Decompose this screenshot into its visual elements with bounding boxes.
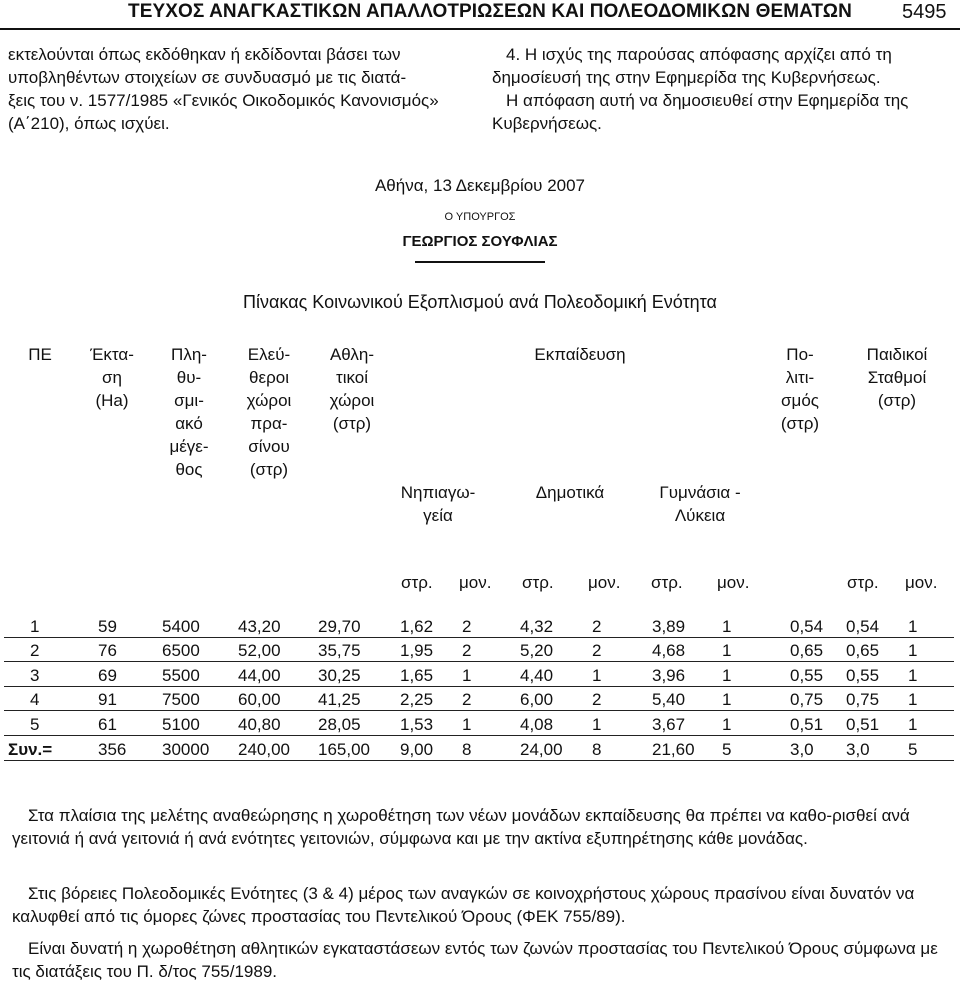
text-line: υποβληθέντων στοιχείων σε συνδυασμό με τις διατά- [8, 68, 407, 87]
left-column-text [8, 43, 468, 135]
unit-label: στρ. [651, 573, 683, 592]
table-cell: 0,51 [790, 715, 824, 734]
table-cell: 0,65 [846, 641, 880, 660]
table-cell: 3,0 [846, 740, 870, 759]
table-cell: 1 [908, 690, 918, 709]
signature-rule [415, 261, 545, 263]
header-green-space: Ελεύ- θεροι χώροι πρα- σίνου (στρ) [246, 345, 292, 479]
table-cell: 43,20 [238, 617, 281, 636]
table-title: Πίνακας Κοινωνικού Εξοπλισμού ανά Πολεοδομική Ενότητα [243, 292, 717, 312]
footer-paragraph: Στα πλαίσια της μελέτης αναθεώρησης η χωροθέτηση των νέων μονάδων εκπαίδευσης θα πρέπει να καθο-ρισθεί ανά γειτονιά ή ανά γειτονιά ή ανά ενότητες γειτονιών, σύμφωνα και με την ακτίνα εξυπηρέτησης κάθε μονάδας. [12, 806, 910, 848]
table-cell: 3,67 [652, 715, 686, 734]
header-nurseries: Παιδικοί Σταθμοί (στρ) [866, 345, 928, 410]
header-education: Εκπαίδευση [534, 345, 626, 364]
header-kindergartens: Νηπιαγω- γεία [400, 483, 476, 525]
table-cell: 2 [462, 690, 472, 709]
header-pe: ΠΕ [28, 345, 52, 364]
table-cell: 1 [722, 666, 732, 685]
table-cell: 3,89 [652, 617, 686, 636]
table-cell: 60,00 [238, 690, 281, 709]
header-primary: Δημοτικά [535, 483, 605, 502]
text-line: 4. Η ισχύς της παρούσας απόφασης αρχίζει από τη [506, 45, 892, 64]
table-cell: 1,65 [400, 666, 434, 685]
table-cell: 44,00 [238, 666, 281, 685]
table-cell: 59 [98, 617, 117, 636]
footer-paragraph: Είναι δυνατή η χωροθέτηση αθλητικών εγκαταστάσεων εντός των ζωνών προστασίας του Πεντελικού Όρους σύμφωνα με τις διατάξεις του Π. δ/τος 755/1989. [12, 939, 938, 981]
table-cell: 1 [722, 690, 732, 709]
table-cell: 4,08 [520, 715, 554, 734]
header-divider [0, 28, 960, 30]
table-cell: 41,25 [318, 690, 361, 709]
signatory-role: Ο ΥΠΟΥΡΓΟΣ [444, 211, 516, 223]
unit-label: μον. [717, 573, 750, 592]
text-line: Η απόφαση αυτή να δημοσιευθεί στην Εφημερίδα της [506, 91, 909, 110]
table-cell: 52,00 [238, 641, 281, 660]
table-cell: 40,80 [238, 715, 281, 734]
header-sports: Αθλη- τικοί χώροι (στρ) [329, 345, 375, 433]
table-cell: 30000 [162, 740, 210, 759]
table-cell: 1,95 [400, 641, 434, 660]
table-cell: 35,75 [318, 641, 361, 660]
unit-label: στρ. [401, 573, 433, 592]
table-cell: 0,75 [790, 690, 824, 709]
table-cell: 8 [592, 740, 602, 759]
text-line: Κυβερνήσεως. [492, 114, 602, 133]
table-cell: 0,75 [846, 690, 880, 709]
place-date: Αθήνα, 13 Δεκεμβρίου 2007 [374, 176, 586, 195]
signatory-name: ΓΕΩΡΓΙΟΣ ΣΟΥΦΛΙΑΣ [402, 233, 558, 250]
table-cell: 5100 [162, 715, 200, 734]
table-cell: 1 [722, 617, 732, 636]
table-cell: 4,32 [520, 617, 554, 636]
table-cell: 3,96 [652, 666, 686, 685]
table-cell: 8 [462, 740, 472, 759]
table-cell: 24,00 [520, 740, 563, 759]
table-cell: 2 [592, 617, 602, 636]
table-cell: 165,00 [318, 740, 370, 759]
running-header-title: ΤΕΥΧΟΣ ΑΝΑΓΚΑΣΤΙΚΩΝ ΑΠΑΛΛΟΤΡΙΩΣΕΩΝ ΚΑΙ ΠΟΛΕΟΔΟΜΙΚΩΝ ΘΕΜΑΤΩΝ [128, 1, 852, 22]
table-cell: 2 [592, 641, 602, 660]
unit-label: στρ. [522, 573, 554, 592]
text-line: ξεις του ν. 1577/1985 «Γενικός Οικοδομικός Κανονισμός» [8, 91, 439, 110]
table-cell: 1 [722, 715, 732, 734]
table-cell: 0,51 [846, 715, 880, 734]
unit-label: μον. [588, 573, 621, 592]
table-cell: 2 [462, 617, 472, 636]
table-cell: 1 [592, 666, 602, 685]
row-label: 4 [30, 690, 40, 709]
row-label: 2 [30, 641, 40, 660]
text-line: (Α΄210), όπως ισχύει. [8, 114, 170, 133]
row-label: 3 [30, 666, 40, 685]
row-divider [4, 735, 954, 736]
table-cell: 29,70 [318, 617, 361, 636]
table-cell: 5500 [162, 666, 200, 685]
header-culture: Πο- λιτι- σμός (στρ) [780, 345, 820, 433]
table-cell: 7500 [162, 690, 200, 709]
table-cell: 1 [908, 641, 918, 660]
table-cell: 3,0 [790, 740, 814, 759]
table-cell: 2,25 [400, 690, 434, 709]
table-cell: 91 [98, 690, 117, 709]
unit-label: στρ. [847, 573, 879, 592]
table-cell: 1,62 [400, 617, 434, 636]
row-label: Συν.= [8, 740, 53, 759]
table-cell: 4,40 [520, 666, 554, 685]
table-cell: 5,40 [652, 690, 686, 709]
table-cell: 1 [462, 666, 472, 685]
table-cell: 2 [592, 690, 602, 709]
page-number: 5495 [902, 1, 947, 23]
header-population: Πλη- θυ- σμι- ακό μέγε- θος [169, 345, 209, 479]
table-cell: 30,25 [318, 666, 361, 685]
table-cell: 6500 [162, 641, 200, 660]
row-divider [4, 637, 954, 638]
table-cell: 0,55 [846, 666, 880, 685]
table-cell: 1 [908, 617, 918, 636]
table-cell: 4,68 [652, 641, 686, 660]
table-cell: 61 [98, 715, 117, 734]
table-cell: 76 [98, 641, 117, 660]
table-cell: 5,20 [520, 641, 554, 660]
table-cell: 5 [908, 740, 918, 759]
row-divider [4, 710, 954, 711]
table-cell: 1 [462, 715, 472, 734]
table-cell: 5400 [162, 617, 200, 636]
table-cell: 0,54 [790, 617, 824, 636]
row-divider [4, 760, 954, 761]
header-secondary: Γυμνάσια - Λύκεια [659, 483, 741, 525]
row-label: 1 [30, 617, 40, 636]
row-divider [4, 686, 954, 687]
table-cell: 356 [98, 740, 127, 759]
right-column-text [492, 43, 952, 135]
table-cell: 21,60 [652, 740, 695, 759]
table-cell: 69 [98, 666, 117, 685]
table-cell: 1 [908, 666, 918, 685]
unit-label: μον. [905, 573, 938, 592]
table-cell: 1,53 [400, 715, 434, 734]
table-cell: 6,00 [520, 690, 554, 709]
table-cell: 0,54 [846, 617, 880, 636]
table-cell: 0,65 [790, 641, 824, 660]
table-cell: 1 [592, 715, 602, 734]
unit-label: μον. [459, 573, 492, 592]
text-line: εκτελούνται όπως εκδόθηκαν ή εκδίδονται βάσει των [8, 45, 401, 64]
table-cell: 1 [908, 715, 918, 734]
table-cell: 5 [722, 740, 732, 759]
table-cell: 240,00 [238, 740, 290, 759]
table-cell: 28,05 [318, 715, 361, 734]
text-line: δημοσίευσή της στην Εφημερίδα της Κυβερνήσεως. [492, 68, 881, 87]
row-divider [4, 661, 954, 662]
table-cell: 1 [722, 641, 732, 660]
table-cell: 2 [462, 641, 472, 660]
table-cell: 9,00 [400, 740, 434, 759]
footer-paragraph: Στις βόρειες Πολεοδομικές Ενότητες (3 & 4) μέρος των αναγκών σε κοινοχρήστους χώρους πρασίνου είναι δυνατόν να καλυφθεί από τις όμορες ζώνες προστασίας του Πεντελικού Όρους (ΦΕΚ 755/89). [12, 884, 915, 926]
table-cell: 0,55 [790, 666, 824, 685]
row-label: 5 [30, 715, 40, 734]
header-area: Έκτα- ση (Ha) [90, 345, 134, 410]
